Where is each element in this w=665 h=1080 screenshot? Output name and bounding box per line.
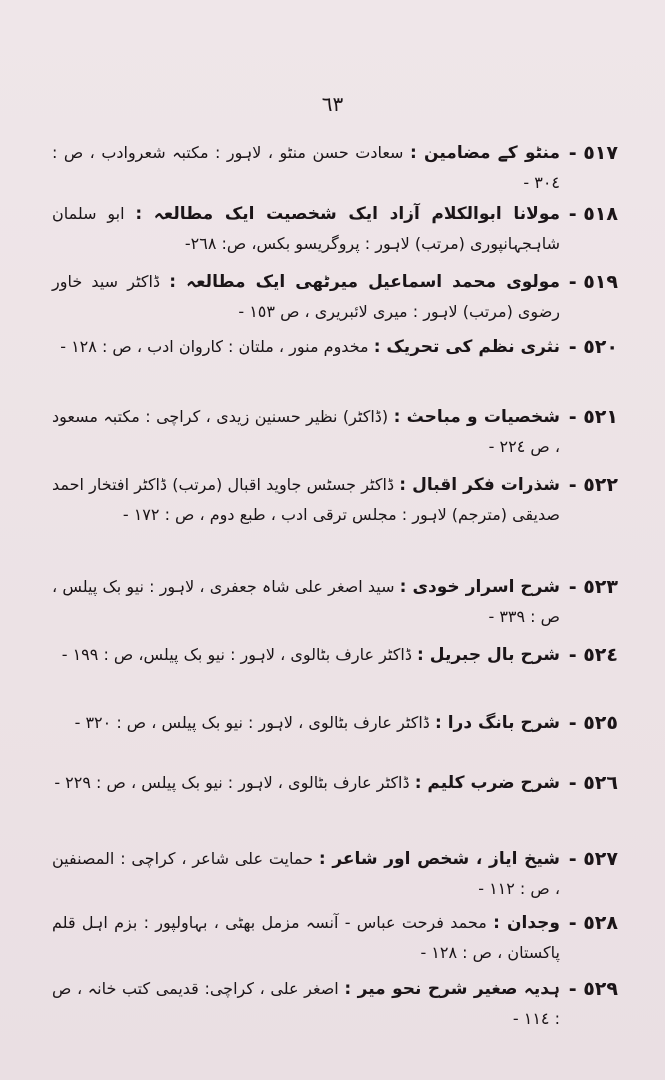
bibliography-entry: [52, 332, 618, 402]
bibliography-entry: [52, 138, 618, 199]
entry-details: ڈاکٹر سید خاور رضوی (مرتب) لاہور : میری لائبریری ، ص ١٥٣ -: [52, 272, 560, 321]
entry-text: [52, 267, 560, 327]
bibliography-entry: [52, 768, 618, 844]
bibliography-entry: [52, 708, 618, 768]
entry-details: مخدوم منور ، ملتان : کاروان ادب ، ص : ١٢٨ -: [60, 337, 369, 356]
entry-title: شرح بانگ درا :: [435, 713, 560, 733]
entry-details: ابو سلمان شاہجہانپوری (مرتب) لاہور : پروگریسو بکس، ص: ٢٦٨-: [52, 204, 560, 253]
entry-title: شخصیات و مباحث :: [393, 407, 561, 427]
entry-number: ٥٢٤ -: [568, 644, 618, 666]
bibliography-entry: [52, 844, 618, 908]
entry-number: ٥٢٢ -: [568, 474, 618, 496]
entry-title: شرح ضرب کلیم :: [414, 773, 560, 793]
entry-text: [52, 199, 560, 259]
entry-number: ٥٢١ -: [568, 406, 618, 428]
bibliography-entry: [52, 908, 618, 974]
entry-title: شیخ ایاز ، شخص اور شاعر :: [318, 849, 560, 869]
page-number: ٦٣: [321, 92, 344, 116]
entry-details: ڈاکٹر جسٹس جاوید اقبال (مرتب) ڈاکٹر افتخار احمد صدیقی (مترجم) لاہور : مجلس ترقی ادب ، طبع دوم ، ص : ١٧٢ -: [52, 475, 560, 524]
entry-text: [52, 768, 560, 798]
entry-details: ڈاکٹر عارف بٹالوی ، لاہور : نیو بک پیلس ، ص : ٢٢٩ -: [54, 773, 410, 792]
entry-details: حمایت علی شاعر ، کراچی : المصنفین ، ص : ١١٢ -: [52, 849, 560, 898]
entry-number: ٥١٨ -: [568, 203, 618, 225]
entry-text: [52, 708, 560, 738]
entry-title: شذرات فکر اقبال :: [399, 475, 561, 495]
entry-title: مولوی محمد اسماعیل میرٹھی ایک مطالعہ :: [169, 272, 560, 292]
entry-number: ٥١٧ -: [568, 142, 618, 164]
entry-details: ڈاکٹر عارف بٹالوی ، لاہور : نیو بک پیلس، ص : ١٩٩ -: [61, 645, 412, 664]
bibliography-entry: [52, 572, 618, 640]
entry-title: شرح اسرار خودی :: [399, 577, 560, 597]
entry-text: [52, 332, 560, 362]
entry-details: اصغر علی ، کراچی: قدیمی کتب خانہ ، ص : ١١٤ -: [52, 979, 560, 1028]
entry-number: ٥٢٦ -: [568, 772, 618, 794]
entry-number: ٥٢٨ -: [568, 912, 618, 934]
entry-number: ٥٢٧ -: [568, 848, 618, 870]
entry-text: [52, 974, 560, 1034]
entry-text: [52, 138, 560, 198]
bibliography-entry: [52, 402, 618, 470]
entry-details: محمد فرحت عباس - آنسہ مزمل بھٹی ، بہاولپور : بزم اہل قلم پاکستان ، ص : ١٢٨ -: [52, 913, 560, 962]
bibliography-entry: [52, 974, 618, 1036]
bibliography-entry: [52, 640, 618, 708]
entry-details: سعادت حسن منٹو ، لاہور : مکتبہ شعروادب ، ص : ٣٠٤ -: [52, 143, 560, 192]
entry-text: [52, 402, 560, 462]
entry-number: ٥٢٩ -: [568, 978, 618, 1000]
entry-title: ہدیہ صغیر شرح نحو میر :: [344, 979, 560, 999]
entry-text: [52, 470, 560, 530]
bibliography-list: [52, 138, 618, 1036]
bibliography-entry: [52, 199, 618, 267]
bibliography-entry: [52, 267, 618, 332]
entry-text: [52, 908, 560, 968]
entry-title: نثری نظم کی تحریک :: [373, 337, 560, 357]
entry-text: [52, 844, 560, 904]
entry-title: وجدان :: [493, 913, 560, 933]
entry-details: (ڈاکٹر) نظیر حسنین زیدی ، کراچی : مکتبہ مسعود ، ص ٢٢٤ -: [52, 407, 560, 456]
bibliography-entry: [52, 470, 618, 572]
entry-text: [52, 640, 560, 670]
entry-title: منٹو کے مضامین :: [409, 143, 561, 163]
entry-number: ٥١٩ -: [568, 271, 618, 293]
entry-details: ڈاکٹر عارف بٹالوی ، لاہور : نیو بک پیلس ، ص : ٣٢٠ -: [74, 713, 430, 732]
entry-number: ٥٢٥ -: [568, 712, 618, 734]
entry-title: مولانا ابوالکلام آزاد ایک شخصیت ایک مطالعہ :: [135, 204, 560, 224]
entry-text: [52, 572, 560, 632]
entry-title: شرح بال جبریل :: [417, 645, 560, 665]
entry-number: ٥٢٠ -: [568, 336, 618, 358]
entry-number: ٥٢٣ -: [568, 576, 618, 598]
entry-details: سید اصغر علی شاہ جعفری ، لاہور : نیو بک پیلس ، ص : ٣٣٩ -: [52, 577, 560, 626]
